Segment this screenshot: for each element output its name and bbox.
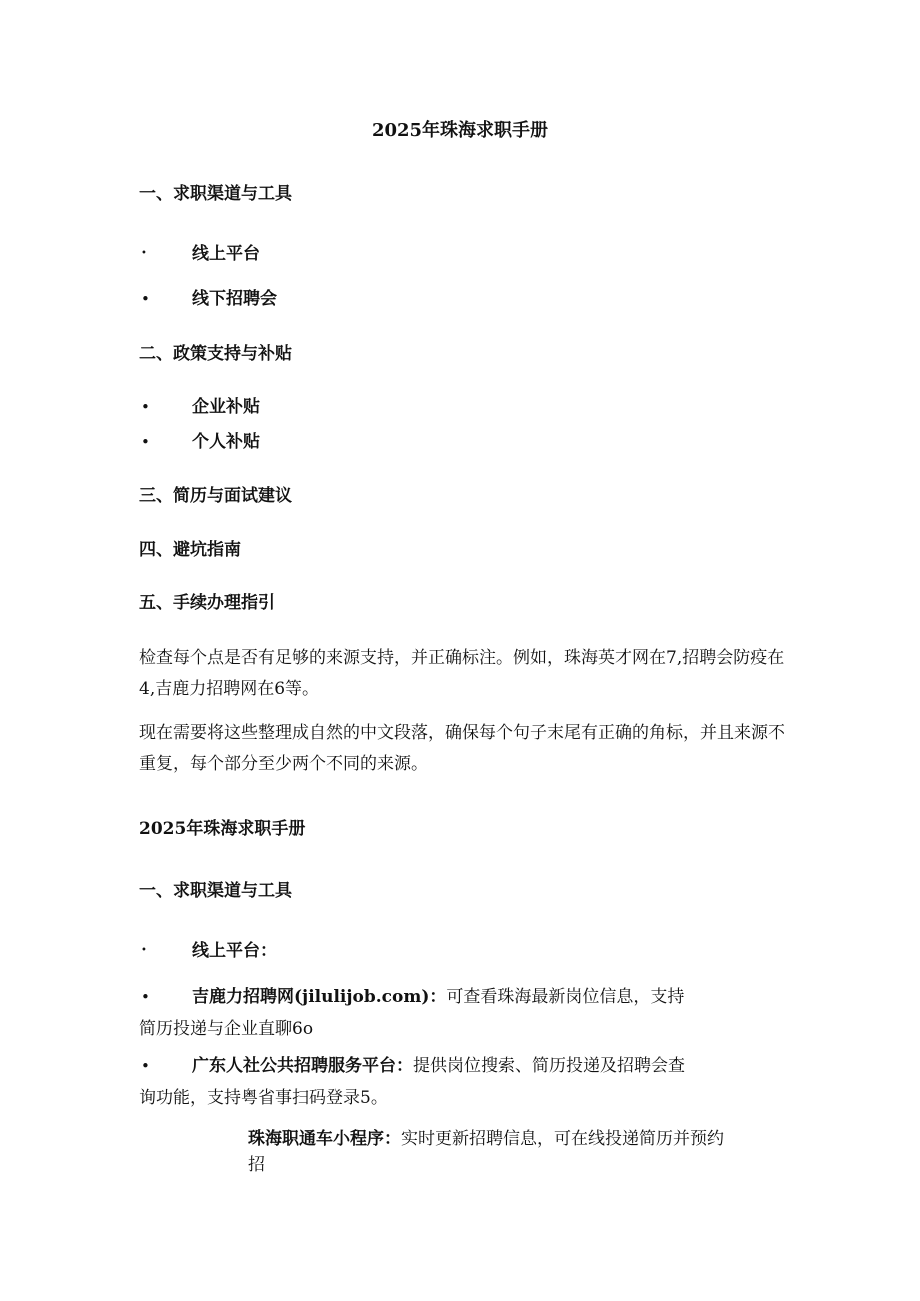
bullet-dot: • (141, 398, 150, 416)
list-item-guangdong-hrss (192, 1055, 685, 1077)
item-desc-continued: 简历投递与企业直聊6o (139, 1019, 314, 1039)
section-heading-3: 三、简历与面试建议 (139, 486, 292, 506)
item-desc-continued: 招 (248, 1155, 265, 1175)
body-title: 2025年珠海求职手册 (139, 819, 306, 839)
item-name: 吉鹿力招聘网(jilulijob.com)： (192, 987, 447, 1007)
bullet-dot: • (141, 433, 150, 451)
list-item-zhuhai-zhitongche (248, 1128, 724, 1150)
item-name: 珠海职通车小程序： (248, 1129, 401, 1149)
section-heading-1: 一、求职渠道与工具 (139, 184, 292, 204)
item-name: 广东人社公共招聘服务平台： (192, 1056, 413, 1076)
bullet-dot: • (141, 1057, 150, 1075)
bullet-dot: • (141, 945, 147, 956)
section-heading-2: 二、政策支持与补贴 (139, 344, 292, 364)
section-heading-4: 四、避坑指南 (139, 540, 241, 560)
list-item-offline: 线下招聘会 (192, 289, 277, 309)
list-item-online: 线上平台 (192, 244, 260, 264)
list-item-personal-subsidy: 个人补贴 (192, 432, 260, 452)
item-desc: 可查看珠海最新岗位信息，支持 (446, 987, 685, 1007)
body-section-heading-1: 一、求职渠道与工具 (139, 881, 292, 901)
list-item-jiluli (192, 986, 684, 1008)
bullet-dot: • (141, 248, 147, 259)
item-desc: 提供岗位搜索、简历投递及招聘会查 (413, 1056, 685, 1076)
page-title: 2025年珠海求职手册 (371, 120, 549, 141)
online-platform-label: 线上平台： (192, 941, 277, 961)
note-paragraph-2: 现在需要将这些整理成自然的中文段落，确保每个句子末尾有正确的角标，并且来源不重复，每个部分至少两个不同的来源。 (139, 723, 785, 774)
list-item-enterprise-subsidy: 企业补贴 (192, 397, 260, 417)
section-heading-5: 五、手续办理指引 (139, 593, 275, 613)
note-paragraph-1: 检查每个点是否有足够的来源支持，并正确标注。例如，珠海英才网在7,招聘会防疫在4,吉鹿力招聘网在6等。 (139, 648, 785, 699)
bullet-dot: • (141, 988, 150, 1006)
item-desc: 实时更新招聘信息，可在线投递简历并预约 (401, 1129, 724, 1149)
bullet-dot: • (141, 290, 150, 308)
item-desc-continued: 询功能，支持粤省事扫码登录5。 (139, 1088, 388, 1108)
